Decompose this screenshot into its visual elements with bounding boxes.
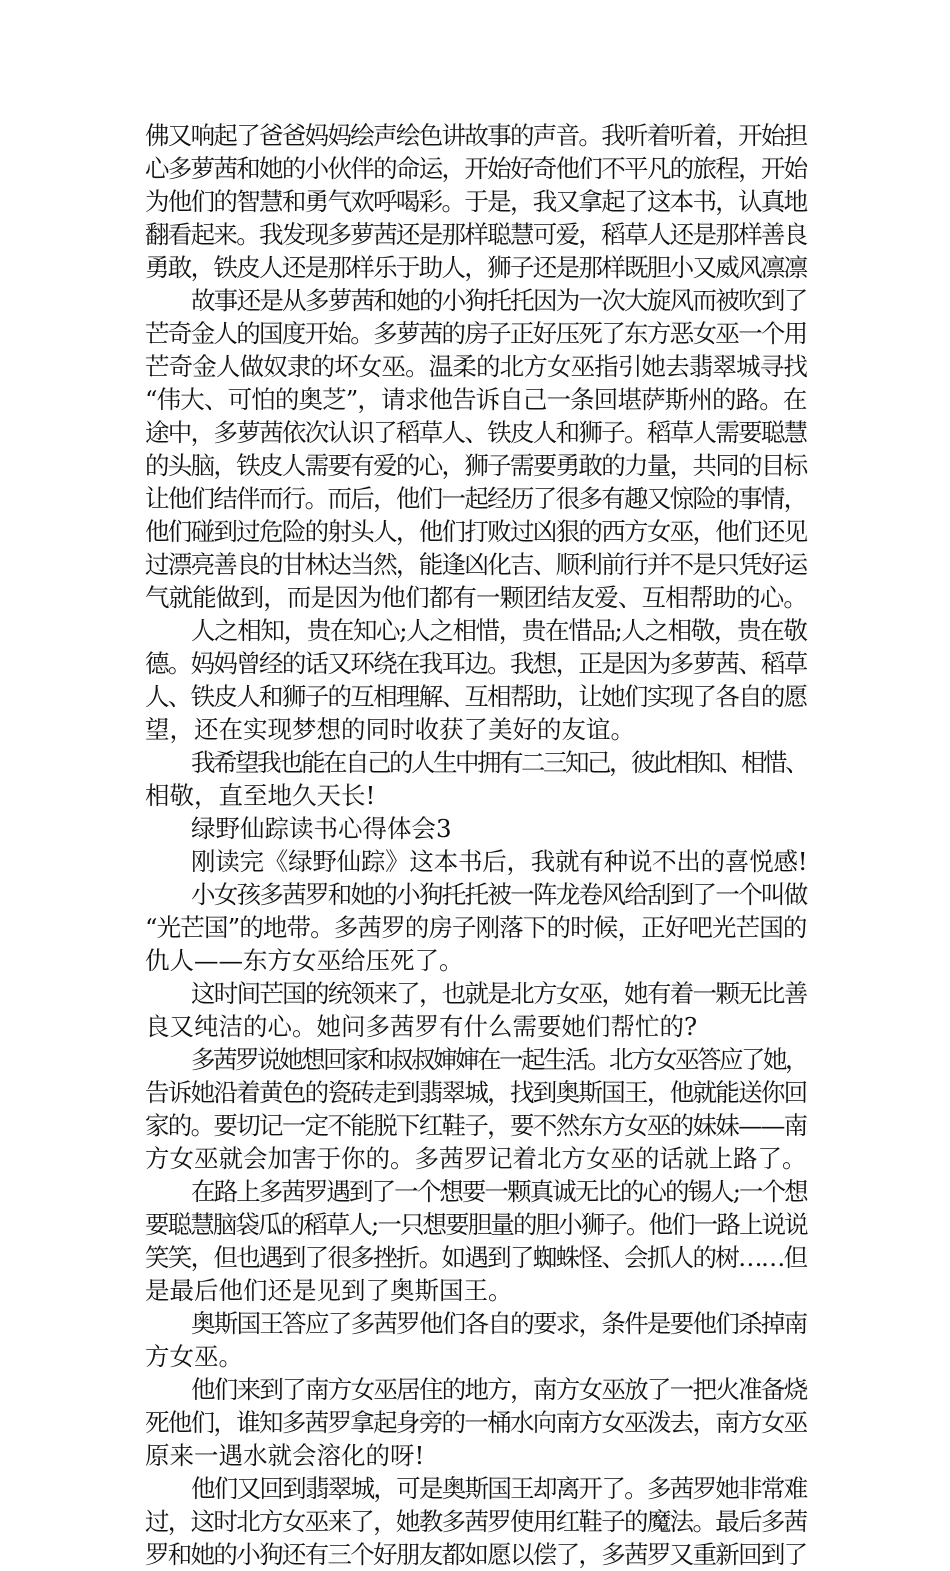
text-line: 望，还在实现梦想的同时收获了美好的友谊。 <box>145 715 635 744</box>
text-line: 在路上多茜罗遇到了一个想要一颗真诚无比的心的锡人;一个想 <box>191 1177 807 1206</box>
text-line: 翻看起来。我发现多萝茜还是那样聪慧可爱，稻草人还是那样善良 <box>145 220 807 249</box>
text-line: 他们碰到过危险的射头人，他们打败过凶狠的西方女巫，他们还见 <box>145 517 807 546</box>
text-line: 他们来到了南方女巫居住的地方，南方女巫放了一把火准备烧 <box>191 1375 807 1404</box>
section-heading: 绿野仙踪读书心得体会3 <box>191 814 452 843</box>
text-line: 故事还是从多萝茜和她的小狗托托因为一次大旋风而被吹到了 <box>191 286 807 315</box>
text-line: 是最后他们还是见到了奥斯国王。 <box>145 1276 513 1305</box>
text-line: 罗和她的小狗还有三个好朋友都如愿以偿了，多茜罗又重新回到了 <box>145 1540 807 1569</box>
text-line: 多茜罗说她想回家和叔叔婶婶在一起生活。北方女巫答应了她， <box>191 1045 807 1074</box>
text-line: 相敬，直至地久天长! <box>145 781 376 810</box>
text-line: 人、铁皮人和狮子的互相理解、互相帮助，让她们实现了各自的愿 <box>145 682 807 711</box>
text-line: 德。妈妈曾经的话又环绕在我耳边。我想，正是因为多萝茜、稻草 <box>145 649 807 678</box>
text-line: “光芒国”的地带。多茜罗的房子刚落下的时候，正好吧光芒国的 <box>145 913 807 942</box>
text-line: 良又纯洁的心。她问多茜罗有什么需要她们帮忙的? <box>145 1012 698 1041</box>
text-line: 气就能做到，而是因为他们都有一颗团结友爱、互相帮助的心。 <box>145 583 807 612</box>
text-line: 佛又响起了爸爸妈妈绘声绘色讲故事的声音。我听着听着，开始担 <box>145 121 807 150</box>
text-line: 仇人——东方女巫给压死了。 <box>145 946 464 975</box>
text-line: 他们又回到翡翠城，可是奥斯国王却离开了。多茜罗她非常难 <box>191 1474 807 1503</box>
text-line: 芒奇金人做奴隶的坏女巫。温柔的北方女巫指引她去翡翠城寻找 <box>145 352 807 381</box>
text-line: 要聪慧脑袋瓜的稻草人;一只想要胆量的胆小狮子。他们一路上说说 <box>145 1210 807 1239</box>
text-line: 死他们，谁知多茜罗拿起身旁的一桶水向南方女巫泼去，南方女巫 <box>145 1408 807 1437</box>
text-line: 我希望我也能在自己的人生中拥有二三知己，彼此相知、相惜、 <box>191 748 807 777</box>
document-body <box>145 119 807 1571</box>
text-line: 笑笑，但也遇到了很多挫折。如遇到了蜘蛛怪、会抓人的树……但 <box>145 1243 807 1272</box>
text-line: 的头脑，铁皮人需要有爱的心，狮子需要勇敢的力量，共同的目标 <box>145 451 807 480</box>
text-line: “伟大、可怕的奥芝”，请求他告诉自己一条回堪萨斯州的路。在 <box>145 385 807 414</box>
text-line: 刚读完《绿野仙踪》这本书后，我就有种说不出的喜悦感! <box>191 847 808 876</box>
text-line: 这时间芒国的统领来了，也就是北方女巫，她有着一颗无比善 <box>191 979 807 1008</box>
text-line: 为他们的智慧和勇气欢呼喝彩。于是，我又拿起了这本书，认真地 <box>145 187 807 216</box>
text-line: 奥斯国王答应了多茜罗他们各自的要求，条件是要他们杀掉南 <box>191 1309 807 1338</box>
text-line: 家的。要切记一定不能脱下红鞋子，要不然东方女巫的妹妹——南 <box>145 1111 807 1140</box>
text-line: 告诉她沿着黄色的瓷砖走到翡翠城，找到奥斯国王，他就能送你回 <box>145 1078 807 1107</box>
text-line: 勇敢，铁皮人还是那样乐于助人，狮子还是那样既胆小又威风凛凛 <box>145 253 807 282</box>
text-line: 小女孩多茜罗和她的小狗托托被一阵龙卷风给刮到了一个叫做 <box>191 880 807 909</box>
text-line: 过漂亮善良的甘林达当然，能逢凶化吉、顺利前行并不是只凭好运 <box>145 550 807 579</box>
text-line: 过，这时北方女巫来了，她教多茜罗使用红鞋子的魔法。最后多茜 <box>145 1507 807 1536</box>
text-line: 人之相知，贵在知心;人之相惜，贵在惜品;人之相敬，贵在敬 <box>191 616 807 645</box>
text-line: 方女巫就会加害于你的。多茜罗记着北方女巫的话就上路了。 <box>145 1144 807 1173</box>
text-line: 途中，多萝茜依次认识了稻草人、铁皮人和狮子。稻草人需要聪慧 <box>145 418 807 447</box>
text-line: 方女巫。 <box>145 1342 243 1371</box>
text-line: 原来一遇水就会溶化的呀! <box>145 1441 425 1470</box>
text-line: 芒奇金人的国度开始。多萝茜的房子正好压死了东方恶女巫一个用 <box>145 319 807 348</box>
text-line: 心多萝茜和她的小伙伴的命运，开始好奇他们不平凡的旅程，开始 <box>145 154 807 183</box>
text-line: 让他们结伴而行。而后，他们一起经历了很多有趣又惊险的事情， <box>145 484 807 513</box>
